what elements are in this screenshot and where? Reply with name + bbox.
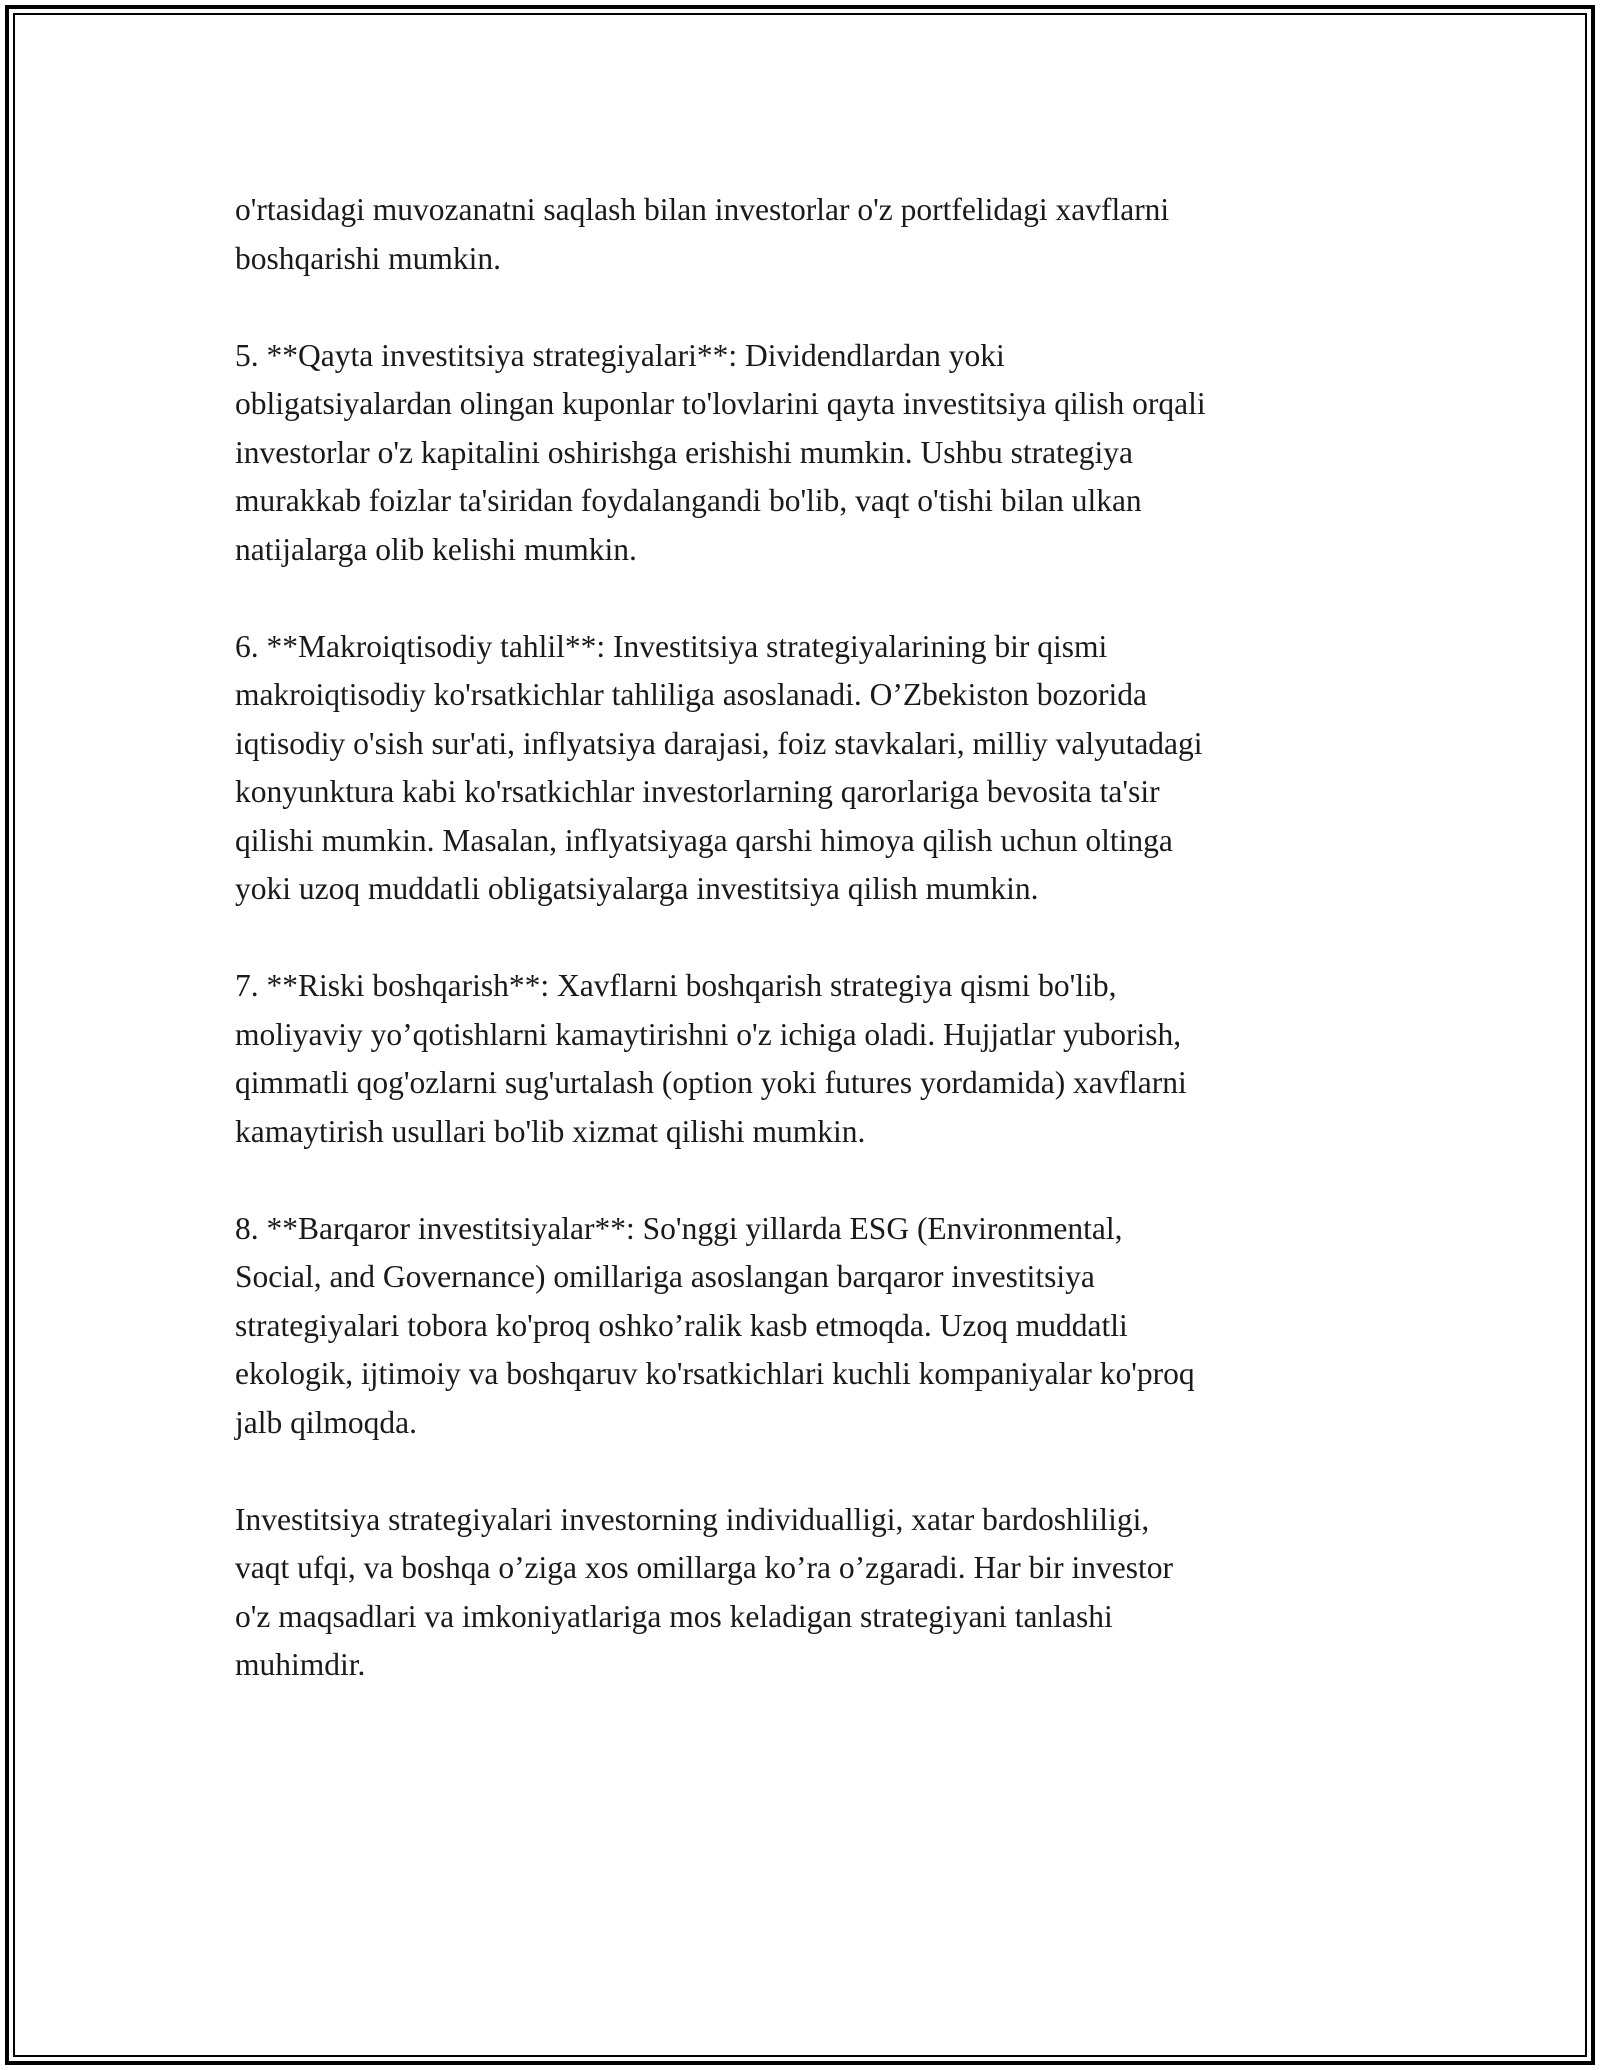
paragraph-macroeconomic [235,623,1375,914]
text-line: 5. **Qayta investitsiya strategiyalari**: Dividendlardan yoki [235,337,1005,373]
text-line: iqtisodiy o'sish sur'ati, inflyatsiya darajasi, foiz stavkalari, milliy valyutadagi [235,725,1203,761]
paragraph-reinvestment [235,332,1375,575]
text-line: murakkab foizlar ta'siridan foydalangandi bo'lib, vaqt o'tishi bilan ulkan [235,483,1142,518]
text-line: investorlar o'z kapitalini oshirishga erishishi mumkin. Ushbu strategiya [235,434,1134,470]
paragraph-conclusion [235,1496,1375,1690]
text-line: Social, and Governance) omillariga asoslangan barqaror investitsiya [235,1259,1095,1294]
text-line: obligatsiyalardan olingan kuponlar to'lovlarini qayta investitsiya qilish orqali [235,386,1206,421]
paragraph-risk-management [235,962,1375,1156]
paragraph-sustainable [235,1205,1375,1448]
text-line: kamaytirish usullari bo'lib xizmat qilishi mumkin. [235,1113,866,1149]
document-body [235,186,1375,1738]
text-line: qimmatli qog'ozlarni sug'urtalash (option yoki futures yordamida) xavflarni [235,1065,1187,1100]
text-line: natijalarga olib kelishi mumkin. [235,531,637,567]
text-line: moliyaviy yo’qotishlarni kamaytirishni o'z ichiga oladi. Hujjatlar yuborish, [235,1016,1182,1052]
text-line: o'z maqsadlari va imkoniyatlariga mos keladigan strategiyani tanlashi [235,1598,1113,1634]
text-line: qilishi mumkin. Masalan, inflyatsiyaga qarshi himoya qilish uchun oltinga [235,822,1173,858]
text-line: 8. **Barqaror investitsiyalar**: So'nggi yillarda ESG (Environmental, [235,1210,1123,1246]
text-line: makroiqtisodiy ko'rsatkichlar tahliliga asoslanadi. O’Zbekiston bozorida [235,677,1147,712]
text-line: 7. **Riski boshqarish**: Xavflarni boshqarish strategiya qismi bo'lib, [235,968,1117,1003]
text-line: vaqt ufqi, va boshqa o’ziga xos omillarga ko’ra o’zgaradi. Har bir investor [235,1550,1174,1585]
text-line: yoki uzoq muddatli obligatsiyalarga investitsiya qilish mumkin. [235,871,1039,906]
paragraph-intro-continuation [235,186,1375,283]
text-line: boshqarishi mumkin. [235,240,501,276]
text-line: jalb qilmoqda. [235,1404,417,1440]
text-line: ekologik, ijtimoiy va boshqaruv ko'rsatkichlari kuchli kompaniyalar ko'proq [235,1356,1195,1391]
text-line: strategiyalari tobora ko'proq oshko’ralik kasb etmoqda. Uzoq muddatli [235,1307,1128,1343]
text-line: Investitsiya strategiyalari investorning individualligi, xatar bardoshliligi, [235,1501,1150,1537]
text-line: konyunktura kabi ko'rsatkichlar investorlarning qarorlariga bevosita ta'sir [235,774,1160,809]
text-line: muhimdir. [235,1647,366,1682]
text-line: 6. **Makroiqtisodiy tahlil**: Investitsiya strategiyalarining bir qismi [235,628,1108,664]
text-line: o'rtasidagi muvozanatni saqlash bilan investorlar o'z portfelidagi xavflarni [235,192,1170,227]
